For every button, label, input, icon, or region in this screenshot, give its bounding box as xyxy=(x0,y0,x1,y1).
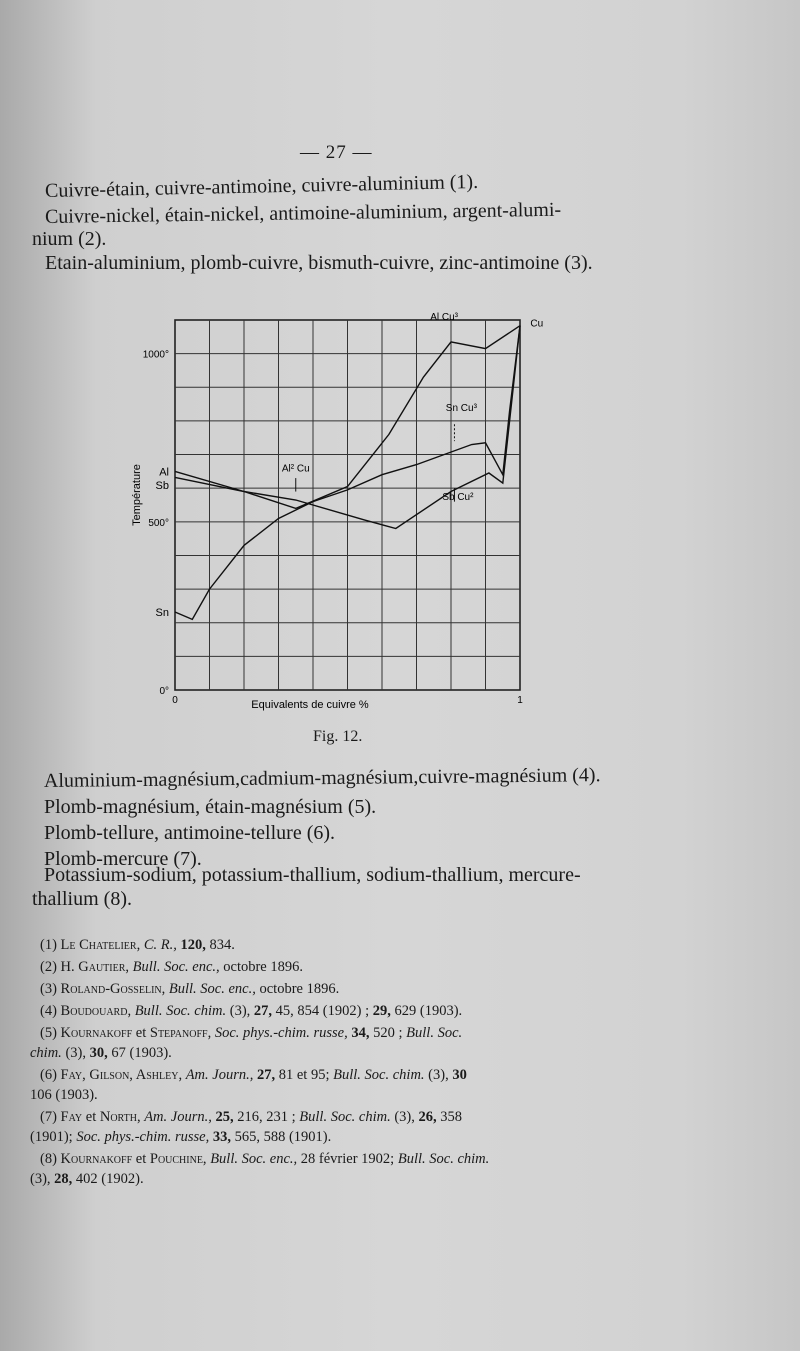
footnote-2-num: (2) xyxy=(40,959,57,975)
footnote-4-pages-1: 45, 854 (1902) ; xyxy=(275,1003,370,1019)
footnote-2-rest: octobre 1896. xyxy=(223,959,303,975)
footnote-7-pages-3: 565, 588 (1901). xyxy=(234,1129,332,1145)
footnote-5-et: et xyxy=(135,1025,147,1041)
footnote-7 xyxy=(40,1110,462,1125)
footnote-6-cont xyxy=(30,1088,98,1103)
footnote-2 xyxy=(40,960,303,975)
footnote-7-journal-2: Bull. Soc. chim. xyxy=(299,1109,391,1125)
footnote-6-pages: 81 et 95; xyxy=(278,1067,330,1083)
footnote-5-author: Kournakoff xyxy=(60,1025,133,1041)
footnote-8-volume: 28, xyxy=(54,1171,73,1187)
footnote-7-volume-2: 26, xyxy=(418,1109,437,1125)
footnote-5-journal-2: Bull. Soc. xyxy=(406,1025,463,1041)
footnote-6-pages-2: 106 (1903). xyxy=(30,1087,98,1103)
footnote-2-journal: Bull. Soc. enc., xyxy=(132,959,220,975)
footnote-8 xyxy=(40,1152,489,1167)
annotation-label: Sn Cu³ xyxy=(445,402,477,414)
footnote-7-volume-1: 25, xyxy=(215,1109,234,1125)
footnote-7-volume-3: 33, xyxy=(212,1129,231,1145)
footnote-4-series: (3), xyxy=(229,1003,251,1019)
footnote-5-author-2: Stepanoff, xyxy=(149,1025,212,1041)
footnote-5-num: (5) xyxy=(40,1025,57,1041)
text-line-9: Potassium-sodium, potassium-thallium, sodium-thallium, mercure- xyxy=(44,864,581,886)
x-tick-label: 0 xyxy=(172,695,178,706)
footnote-4-journal: Bull. Soc. chim. xyxy=(134,1003,227,1019)
footnote-6-num: (6) xyxy=(40,1067,57,1083)
annotation-label: Al Cu³ xyxy=(430,312,458,323)
footnote-5-cont xyxy=(30,1046,172,1061)
footnote-8-author-2: Pouchine, xyxy=(149,1151,207,1167)
footnote-7-series: (3), xyxy=(394,1109,415,1125)
footnote-3 xyxy=(40,982,339,997)
footnote-6-author: Fay, Gilson, Ashley, xyxy=(60,1067,183,1083)
footnote-8-date: 28 février 1902; xyxy=(300,1151,395,1167)
x-tick-label: 1 xyxy=(517,695,523,706)
footnote-4-author: Boudouard, xyxy=(60,1003,132,1019)
page-number: — 27 — xyxy=(300,142,373,163)
footnote-7-journal-3: Soc. phys.-chim. russe, xyxy=(76,1129,210,1145)
footnote-4-num: (4) xyxy=(40,1003,57,1019)
text-line-4: Etain-aluminium, plomb-cuivre, bismuth-cuivre, zinc-antimoine (3). xyxy=(45,252,593,274)
footnote-4-pages-2: 629 (1903). xyxy=(394,1003,463,1019)
footnote-4 xyxy=(40,1004,462,1019)
footnote-6-volume-1: 27, xyxy=(257,1067,276,1083)
footnote-6-volume-2: 30 xyxy=(452,1067,467,1083)
text-line-8: Plomb-mercure (7). xyxy=(44,848,202,870)
text-line-5: Aluminium-magnésium,cadmium-magnésium,cuivre-magnésium (4). xyxy=(43,764,601,792)
text-line-7: Plomb-tellure, antimoine-tellure (6). xyxy=(44,822,336,844)
left-marker-label: Sb xyxy=(155,479,169,492)
annotation-label: Sb Cu² xyxy=(442,491,474,503)
y-tick-label: 0° xyxy=(159,686,169,697)
footnote-5-volume-2: 30, xyxy=(89,1045,108,1061)
footnote-1-volume: 120, xyxy=(180,937,206,953)
footnote-1-journal: C. R., xyxy=(143,937,177,953)
footnote-5-volume-1: 34, xyxy=(351,1025,370,1041)
footnote-8-author: Kournakoff xyxy=(60,1151,133,1167)
footnote-1-rest: 834. xyxy=(209,937,235,953)
text-line-10: thallium (8). xyxy=(32,888,132,910)
footnote-3-author: Roland-Gosselin, xyxy=(60,981,166,997)
footnote-4-volume-2: 29, xyxy=(372,1003,391,1019)
left-marker-label: Sn xyxy=(155,606,169,619)
footnote-5-chim: chim. xyxy=(30,1045,62,1061)
footnote-7-pages-2: 358 xyxy=(440,1109,462,1125)
footnote-7-num: (7) xyxy=(40,1109,57,1125)
footnote-3-num: (3) xyxy=(40,981,57,997)
footnote-8-series: (3), xyxy=(30,1171,51,1187)
footnote-4-volume-1: 27, xyxy=(253,1003,273,1019)
footnote-1-num: (1) xyxy=(40,937,57,953)
figure-caption: Fig. 12. xyxy=(313,728,363,745)
text-line-3: nium (2). xyxy=(32,228,107,250)
footnote-7-pages-1: 216, 231 ; xyxy=(237,1109,296,1125)
y-tick-label: 1000° xyxy=(142,349,169,361)
x-axis-label: Equivalents de cuivre % xyxy=(251,699,369,711)
chart-grid xyxy=(175,320,520,690)
footnote-3-rest: octobre 1896. xyxy=(259,981,340,997)
footnote-5-pages-2: 67 (1903). xyxy=(111,1045,172,1061)
footnote-6-journal-2: Bull. Soc. chim. xyxy=(333,1067,425,1083)
annotation-label: Al² Cu xyxy=(281,463,310,475)
y-tick-label: 500° xyxy=(148,517,169,529)
footnote-8-journal: Bull. Soc. enc., xyxy=(210,1151,298,1167)
footnote-7-et: et xyxy=(85,1109,97,1125)
footnote-5 xyxy=(40,1026,462,1041)
footnote-8-cont xyxy=(30,1172,144,1187)
footnote-5-pages-1: 520 ; xyxy=(373,1025,403,1041)
footnote-3-journal: Bull. Soc. enc., xyxy=(168,981,256,997)
footnote-1-author: Le Chatelier, xyxy=(60,937,141,953)
footnote-7-cont xyxy=(30,1130,331,1145)
text-line-2: Cuivre-nickel, étain-nickel, antimoine-aluminium, argent-alumi- xyxy=(44,198,562,228)
footnote-7-author: Fay xyxy=(60,1109,83,1125)
left-marker-label: Al xyxy=(159,466,169,479)
footnote-7-year: (1901); xyxy=(30,1129,73,1145)
footnote-8-et: et xyxy=(135,1151,147,1167)
footnote-8-journal-2: Bull. Soc. chim. xyxy=(397,1151,490,1167)
footnote-7-author-2: North, xyxy=(99,1109,141,1125)
footnote-6-journal: Am. Journ., xyxy=(185,1067,254,1083)
text-line-1: Cuivre-étain, cuivre-antimoine, cuivre-aluminium (1). xyxy=(44,170,479,202)
y-axis-label: Température xyxy=(131,464,143,526)
annotation-label: Cu xyxy=(530,318,544,330)
footnote-5-journal: Soc. phys.-chim. russe, xyxy=(214,1025,348,1041)
figure-12-chart xyxy=(120,295,560,715)
footnote-6-series: (3), xyxy=(428,1067,449,1083)
footnote-8-pages: 402 (1902). xyxy=(75,1171,144,1187)
footnote-7-journal: Am. Journ., xyxy=(144,1109,212,1125)
footnote-5-series: (3), xyxy=(65,1045,86,1061)
text-line-6: Plomb-magnésium, étain-magnésium (5). xyxy=(44,796,377,818)
footnote-8-num: (8) xyxy=(40,1151,57,1167)
footnote-1 xyxy=(40,938,235,953)
footnote-2-author: H. Gautier, xyxy=(60,959,130,975)
footnote-6 xyxy=(40,1068,467,1083)
